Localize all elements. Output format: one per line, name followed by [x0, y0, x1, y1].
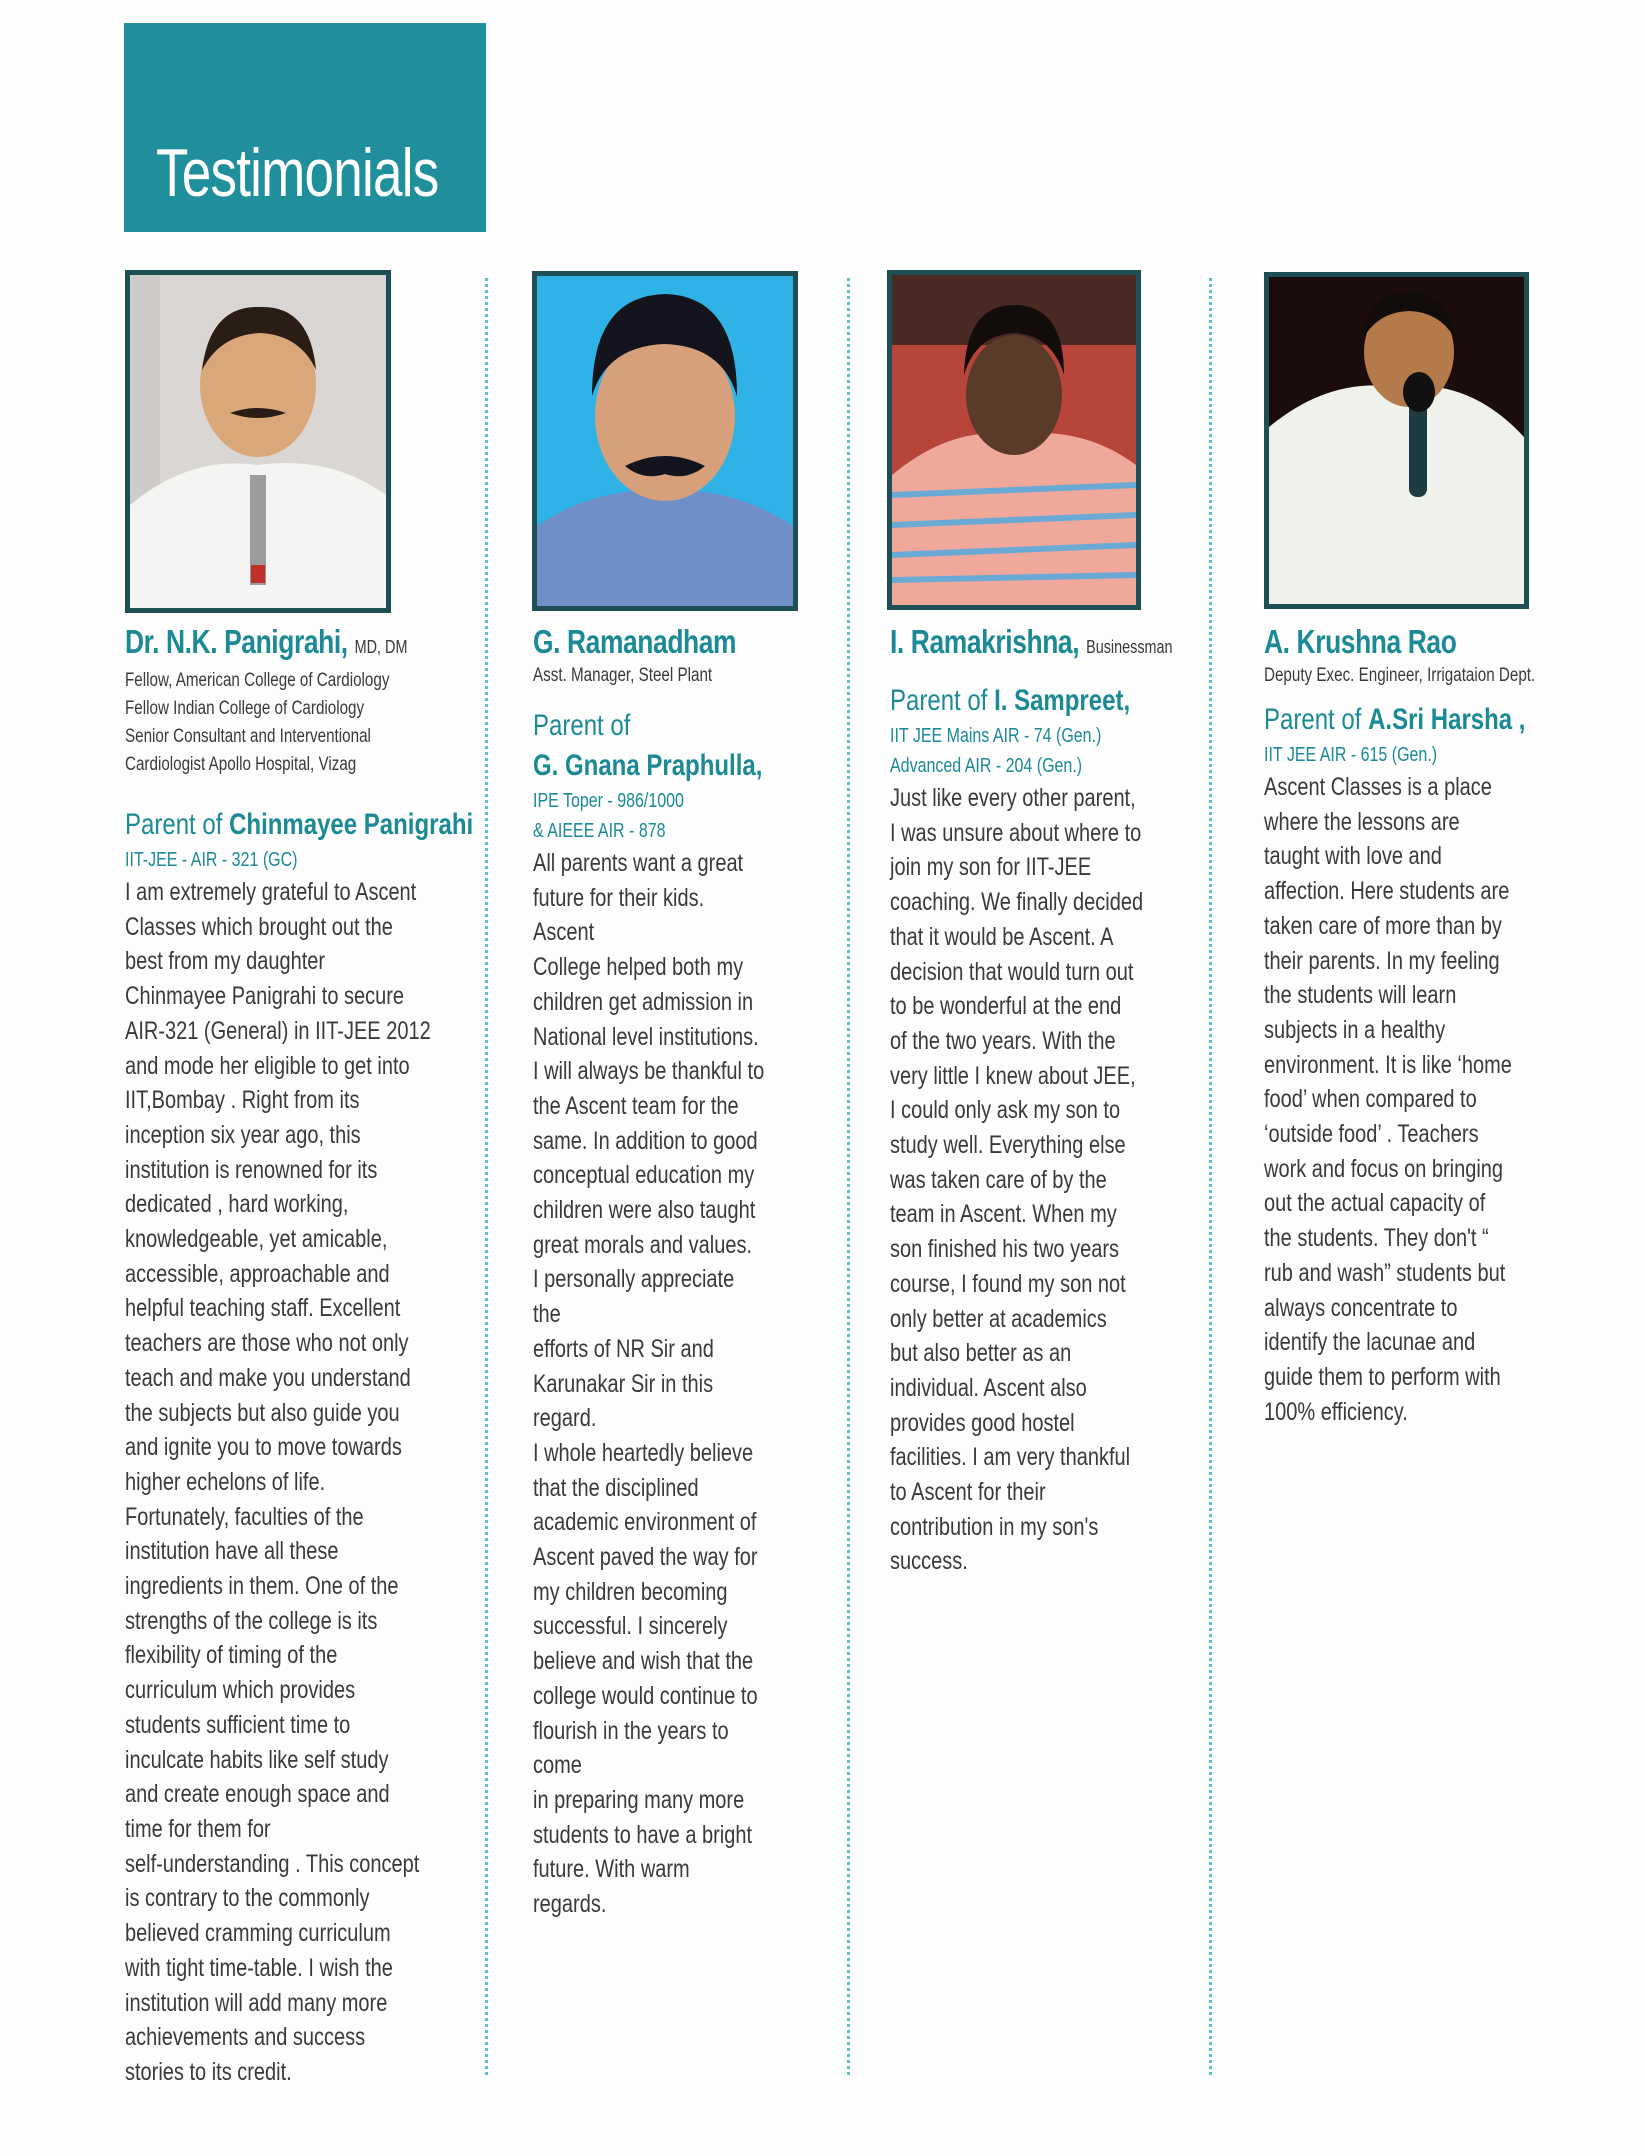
parent-of-line: [1264, 700, 1535, 740]
child-name: I. Sampreet,: [994, 684, 1131, 717]
achievement: IIT JEE AIR - 615 (Gen.): [1264, 744, 1438, 766]
author-name: Dr. N.K. Panigrahi,: [125, 623, 348, 660]
achievement: Advanced AIR - 204 (Gen.): [890, 755, 1083, 777]
author-name: G. Ramanadham: [533, 623, 737, 660]
parent-of-line: [890, 681, 1173, 721]
author-name: I. Ramakrishna,: [890, 623, 1080, 660]
author-credentials: MD, DM: [354, 637, 408, 657]
testimonial-card: [125, 622, 474, 2090]
author-role: Cardiologist Apollo Hospital, Vizag: [125, 754, 357, 775]
testimonial-body: Ascent Classes is a place where the lessons are taught with love and affection. Here students are taken care of more than by their parents. In my feeling the students will learn subjects in a healthy environment. It is like ‘home food’ when compared to ‘outside food’ . Teachers work and focus on bringing out the actual capacity of the students. They don't “ rub and wash” students but always concentrate to identify the lacunae and guide them to perform with 100% efficiency.: [1264, 773, 1512, 1426]
portrait-photo: [532, 271, 798, 611]
person-icon: [892, 275, 1136, 605]
author-role: Asst. Manager, Steel Plant: [533, 665, 713, 686]
page-title: Testimonials: [156, 135, 439, 211]
author-role: Deputy Exec. Engineer, Irrigataion Dept.: [1264, 665, 1536, 686]
child-name: A.Sri Harsha ,: [1368, 703, 1526, 736]
portrait-photo: [887, 270, 1141, 610]
person-icon: [130, 275, 386, 608]
testimonial-card: [533, 622, 823, 1922]
person-icon: [537, 276, 793, 606]
section-header: [124, 23, 486, 232]
parent-of-line: [125, 805, 473, 845]
testimonial-author: [125, 622, 473, 667]
column-divider: [1209, 278, 1212, 2075]
author-role: Fellow, American College of Cardiology: [125, 670, 390, 691]
testimonial-body: All parents want a great future for their kids. Ascent College helped both my children get admission in National level institutions. I will always be thankful to the Ascent team for the same. In addition to good conceptual education my children were also taught great morals and values. I personally appreciate the efforts of NR Sir and Karunakar Sir in this regard. I whole heartedly believe that the disciplined academic environment of Ascent paved the way for my children becoming successful. I sincerely believe and wish that the college would continue to flourish in the years to come in preparing many more students to have a bright future. With warm regards.: [533, 849, 765, 1919]
testimonial-author: [890, 622, 1173, 667]
author-role: Senior Consultant and Interventional: [125, 726, 371, 747]
child-name: Chinmayee Panigrahi: [229, 808, 474, 841]
column-divider: [485, 278, 488, 2075]
person-icon: [1269, 277, 1524, 604]
achievement: IIT JEE Mains AIR - 74 (Gen.): [890, 725, 1102, 747]
child-name: G. Gnana Praphulla,: [533, 749, 763, 782]
achievement: IPE Toper - 986/1000: [533, 790, 684, 812]
portrait-photo: [125, 270, 391, 613]
parent-of-label: Parent of: [533, 709, 631, 742]
parent-of-label: Parent of: [125, 808, 223, 841]
testimonial-body: I am extremely grateful to Ascent Classes which brought out the best from my daughter Chinmayee Panigrahi to secure AIR-321 (General) in IIT-JEE 2012 and mode her eligible to get into IIT,Bombay . Right from its inception six year ago, this institution is renowned for its dedicated , hard working, knowledgeable, yet amicable, accessible, approachable and helpful teaching staff. Excellent teachers are those who not only teach and make you understand the subjects but also guide you and ignite you to move towards higher echelons of life. Fortunately, faculties of the institution have all these ingredients in them. One of the strengths of the college is its flexibility of timing of the curriculum which provides students sufficient time to inculcate habits like self study and create enough space and time for them for self-understanding . This concept is contrary to the commonly believed cramming curriculum with tight time-table. I wish the institution will add many more achievements and success stories to its credit.: [125, 878, 431, 2086]
achievement: & AIEEE AIR - 878: [533, 820, 666, 842]
author-name: A. Krushna Rao: [1264, 623, 1457, 660]
parent-of-label: Parent of: [1264, 703, 1362, 736]
author-role: Businessman: [1086, 637, 1173, 657]
author-role: Fellow Indian College of Cardiology: [125, 698, 365, 719]
parent-of-label: Parent of: [890, 684, 988, 717]
achievement: IIT-JEE - AIR - 321 (GC): [125, 849, 298, 871]
column-divider: [847, 278, 850, 2075]
portrait-photo: [1264, 272, 1529, 609]
testimonial-author: [533, 622, 765, 662]
testimonial-author: [1264, 622, 1535, 662]
testimonial-body: Just like every other parent, I was unsure about where to join my son for IIT-JEE coaching. We finally decided that it would be Ascent. A decision that would turn out to be wonderful at the end of the two years. With the very little I knew about JEE, I could only ask my son to study well. Everything else was taken care of by the team in Ascent. When my son finished his two years course, I found my son not only better at academics but also better as an individual. Ascent also provides good hostel facilities. I am very thankful to Ascent for their contribution in my son's success.: [890, 784, 1144, 1576]
testimonial-card: [1264, 622, 1584, 1429]
testimonial-card: [890, 622, 1200, 1579]
